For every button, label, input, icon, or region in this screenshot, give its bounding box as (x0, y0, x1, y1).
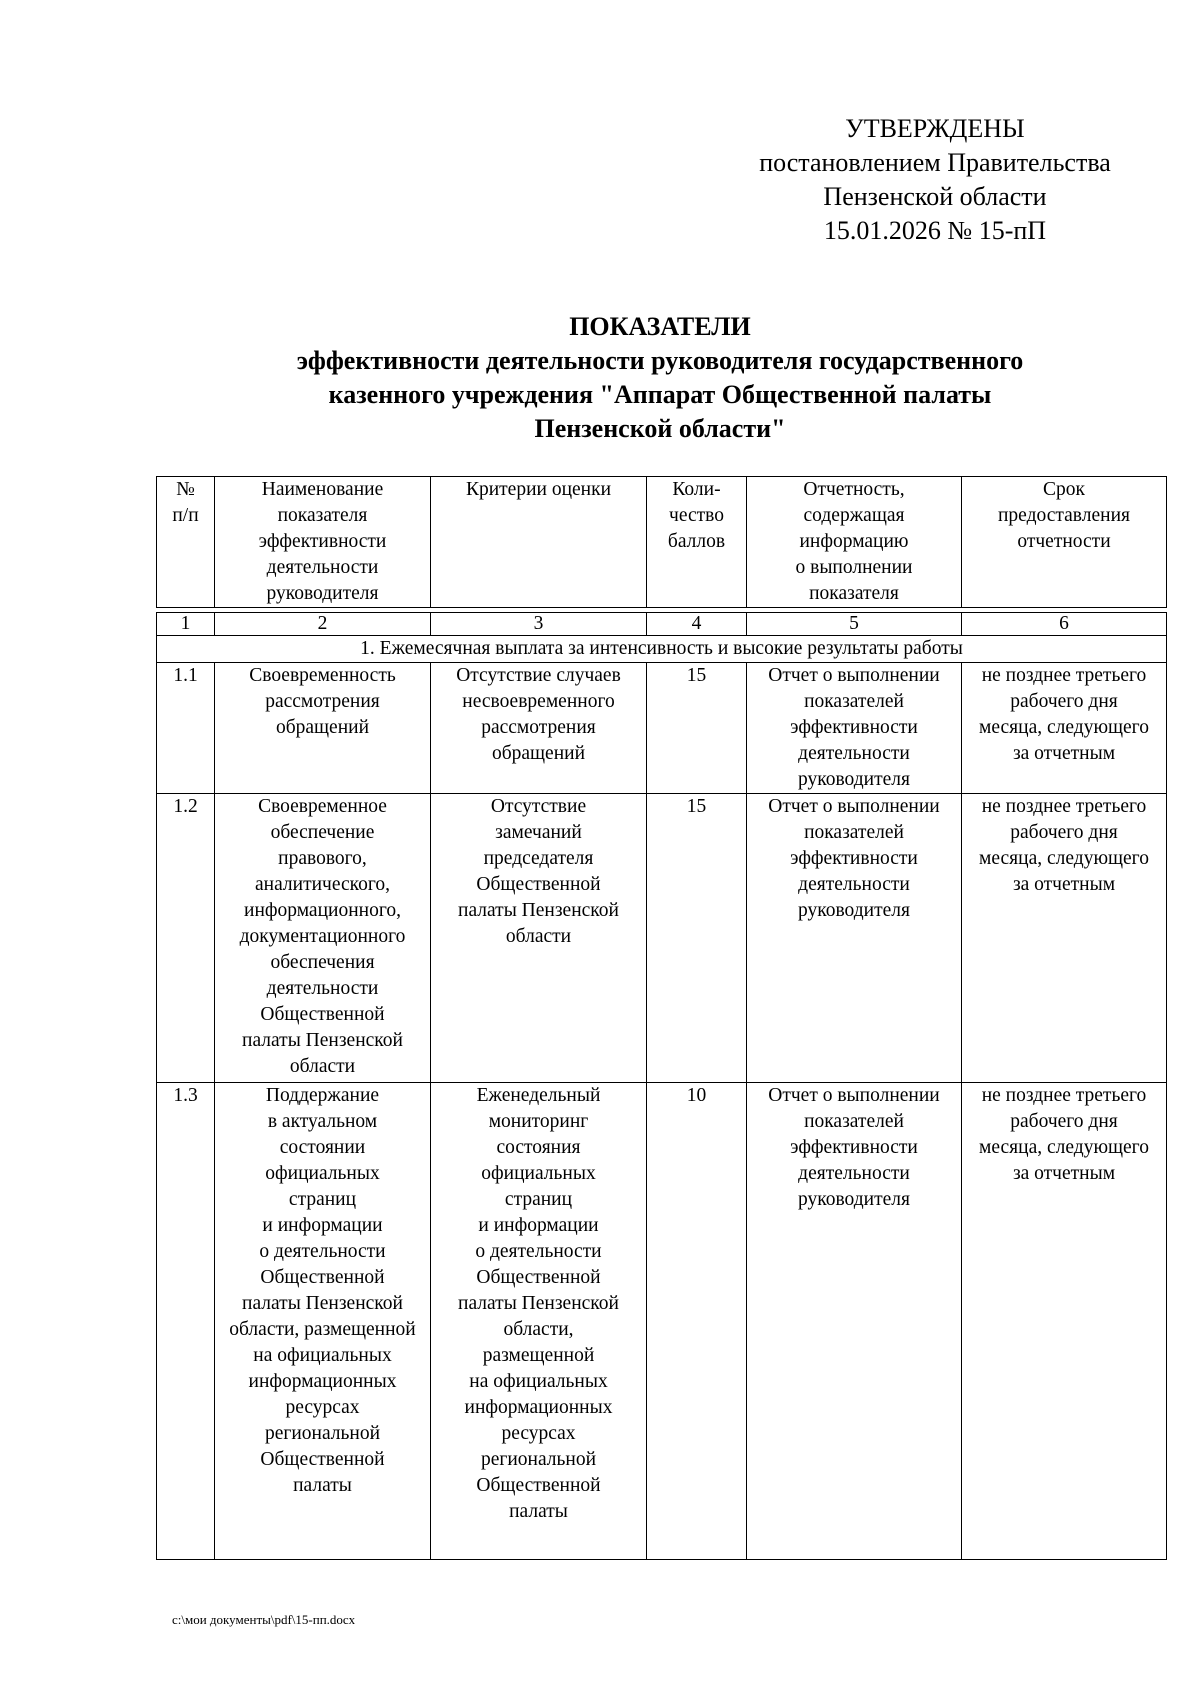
title-line-2: эффективности деятельности руководителя государственного (296, 346, 1024, 375)
row-criteria: Отсутствие случаев несвоевременного рассмотрения обращений (431, 663, 647, 794)
column-number: 6 (962, 613, 1167, 636)
footer-file-path: c:\мои документы\pdf\15-пп.docx (172, 1612, 356, 1627)
row-indicator-name: Своевременное обеспечение правового, аналитического, информационного, документационного обеспечения деятельности Общественной палаты Пензенской области (215, 794, 431, 1083)
header-number: № п/п (157, 477, 215, 608)
table-row (157, 794, 1167, 1083)
table-row (157, 1083, 1167, 1560)
section-row (157, 636, 1167, 663)
document-title (150, 310, 1170, 446)
row-indicator-name: Своевременность рассмотрения обращений (215, 663, 431, 794)
row-number: 1.1 (157, 663, 215, 794)
row-indicator-name: Поддержание в актуальном состоянии официальных страниц и информации о деятельности Общественной палаты Пензенской области, размещенной на официальных информационных ресурсах региональной Общественной палаты (215, 1083, 431, 1560)
table-row (157, 663, 1167, 794)
row-criteria: Еженедельный мониторинг состояния официальных страниц и информации о деятельности Общественной палаты Пензенской области, размещенной на официальных информационных ресурсах региональной Общественной палаты (431, 1083, 647, 1560)
row-points: 15 (647, 794, 747, 1083)
table-header-row (157, 477, 1167, 608)
row-number: 1.2 (157, 794, 215, 1083)
column-number: 1 (157, 613, 215, 636)
title-line-1: ПОКАЗАТЕЛИ (569, 312, 751, 341)
approval-date-number: 15.01.2026 № 15-пП (823, 216, 1047, 245)
approval-heading: УТВЕРЖДЕНЫ (845, 114, 1025, 143)
header-deadline: Срок предоставления отчетности (962, 477, 1167, 608)
header-criteria: Критерии оценки (431, 477, 647, 608)
column-numbers-row (157, 613, 1167, 636)
title-line-4: Пензенской области" (534, 414, 786, 443)
row-reporting: Отчет о выполнении показателей эффективности деятельности руководителя (747, 794, 962, 1083)
column-number: 4 (647, 613, 747, 636)
column-number: 2 (215, 613, 431, 636)
header-indicator-name: Наименование показателя эффективности деятельности руководителя (215, 477, 431, 608)
section-title: 1. Ежемесячная выплата за интенсивность и высокие результаты работы (157, 636, 1167, 663)
header-reporting: Отчетность, содержащая информацию о выполнении показателя (747, 477, 962, 608)
approval-region: Пензенской области (823, 182, 1047, 211)
row-reporting: Отчет о выполнении показателей эффективности деятельности руководителя (747, 1083, 962, 1560)
indicators-table (156, 476, 1167, 1560)
row-criteria: Отсутствие замечаний председателя Общественной палаты Пензенской области (431, 794, 647, 1083)
row-points: 15 (647, 663, 747, 794)
row-deadline: не позднее третьего рабочего дня месяца, следующего за отчетным (962, 794, 1167, 1083)
row-reporting: Отчет о выполнении показателей эффективности деятельности руководителя (747, 663, 962, 794)
row-deadline: не позднее третьего рабочего дня месяца, следующего за отчетным (962, 1083, 1167, 1560)
approval-decree: постановлением Правительства (759, 148, 1111, 177)
title-line-3: казенного учреждения "Аппарат Общественной палаты (328, 380, 992, 409)
header-points: Коли- чество баллов (647, 477, 747, 608)
approval-block (735, 112, 1135, 248)
column-number: 3 (431, 613, 647, 636)
row-deadline: не позднее третьего рабочего дня месяца, следующего за отчетным (962, 663, 1167, 794)
row-number: 1.3 (157, 1083, 215, 1560)
row-points: 10 (647, 1083, 747, 1560)
column-number: 5 (747, 613, 962, 636)
